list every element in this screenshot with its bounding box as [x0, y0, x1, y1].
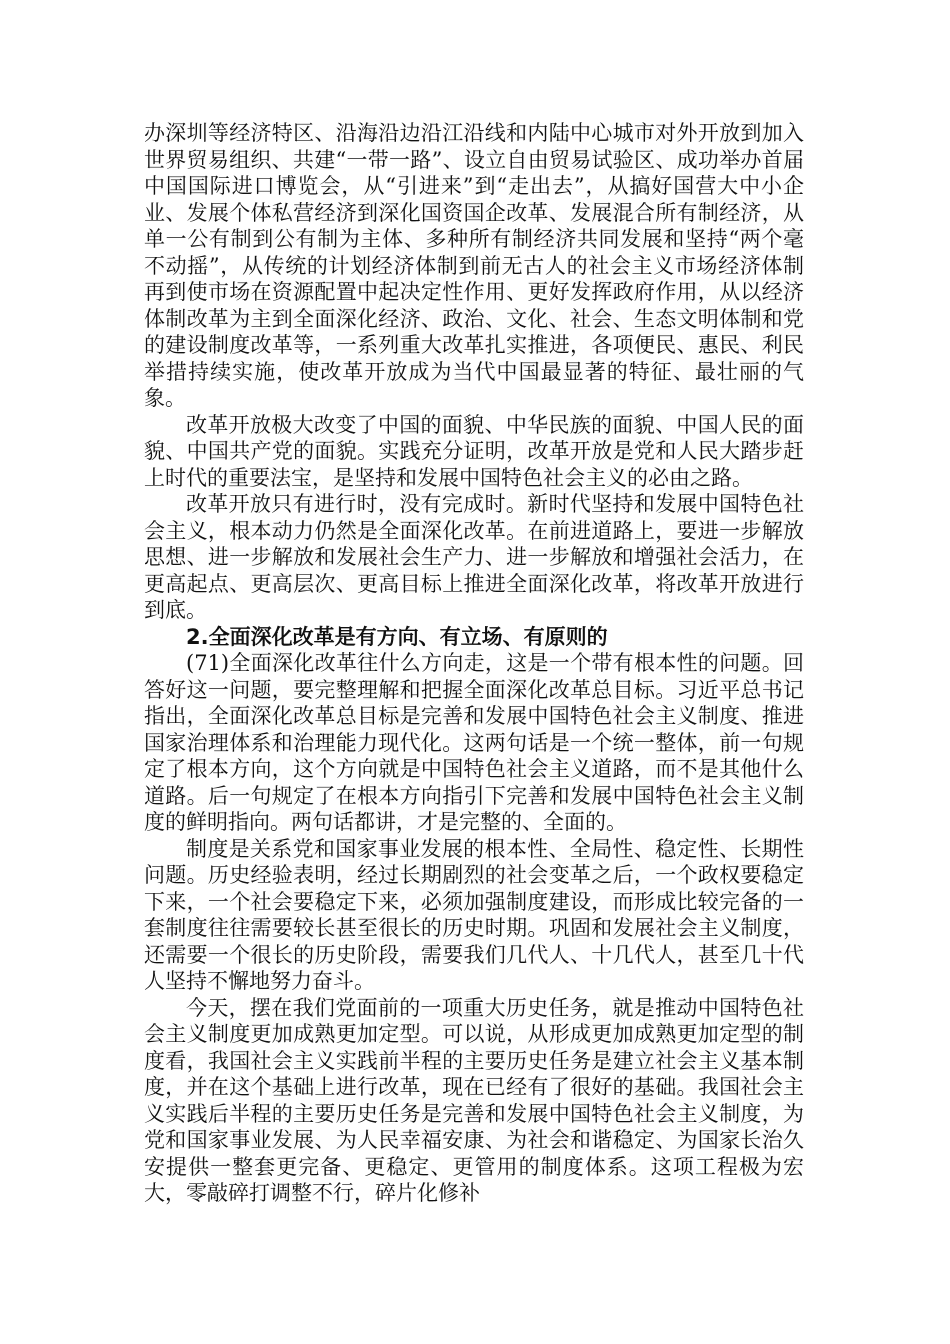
paragraph-continued: 办深圳等经济特区、沿海沿边沿江沿线和内陆中心城市对外开放到加入世界贸易组织、共建“一带一路”、设立自由贸易试验区、成功举办首届中国国际进口博览会，从“引进来”到“走出去”，从搞好国营大中小企业、发展个体私营经济到深化国资国企改革、发展混合所有制经济，从单一公有制到公有制为主体、多种所有制经济共同发展和坚持“两个毫不动摇”，从传统的计划经济体制到前无古人的社会主义市场经济体制再到使市场在资源配置中起决定性作用、更好发挥政府作用，从以经济体制改革为主到全面深化经济、政治、文化、社会、生态文明体制和党的建设制度改革等，一系列重大改革扎实推进，各项便民、惠民、利民举措持续实施，使改革开放成为当代中国最显著的特征、最壮丽的气象。: [144, 121, 804, 410]
paragraph: 制度是关系党和国家事业发展的根本性、全局性、稳定性、长期性问题。历史经验表明，经过长期剧烈的社会变革之后，一个政权要稳定下来，一个社会要稳定下来，必须加强制度建设，而形成比较完备的一套制度往往需要较长甚至很长的历史时期。巩固和发展社会主义制度，还需要一个很长的历史阶段，需要我们几代人、十几代人，甚至几十代人坚持不懈地努力奋斗。: [144, 836, 804, 993]
paragraph: 改革开放极大改变了中国的面貌、中华民族的面貌、中国人民的面貌、中国共产党的面貌。实践充分证明，改革开放是党和人民大踏步赶上时代的重要法宝，是坚持和发展中国特色社会主义的必由之路。: [144, 412, 804, 490]
paragraph: 今天，摆在我们党面前的一项重大历史任务，就是推动中国特色社会主义制度更加成熟更加定型。可以说，从形成更加成熟更加定型的制度看，我国社会主义实践前半程的主要历史任务是建立社会主义基本制度，并在这个基础上进行改革，现在已经有了很好的基础。我国社会主义实践后半程的主要历史任务是完善和发展中国特色社会主义制度，为党和国家事业发展、为人民幸福安康、为社会和谐稳定、为国家长治久安提供一整套更完备、更稳定、更管用的制度体系。这项工程极为宏大，零敲碎打调整不行，碎片化修补: [144, 995, 804, 1205]
paragraph: 改革开放只有进行时，没有完成时。新时代坚持和发展中国特色社会主义，根本动力仍然是全面深化改革。在前进道路上，要进一步解放思想、进一步解放和发展社会生产力、进一步解放和增强社会活力，在更高起点、更高层次、更高目标上推进全面深化改革，将改革开放进行到底。: [144, 492, 804, 622]
document-page: [144, 120, 804, 1207]
section-heading: 2.全面深化改革是有方向、有立场、有原则的: [186, 624, 608, 649]
paragraph: (71)全面深化改革往什么方向走，这是一个带有根本性的问题。回答好这一问题，要完整理解和把握全面深化改革总目标。习近平总书记指出，全面深化改革总目标是完善和发展中国特色社会主义制度、推进国家治理体系和治理能力现代化。这两句话是一个统一整体，前一句规定了根本方向，这个方向就是中国特色社会主义道路，而不是其他什么道路。后一句规定了在根本方向指引下完善和发展中国特色社会主义制度的鲜明指向。两句话都讲，才是完整的、全面的。: [144, 651, 804, 834]
